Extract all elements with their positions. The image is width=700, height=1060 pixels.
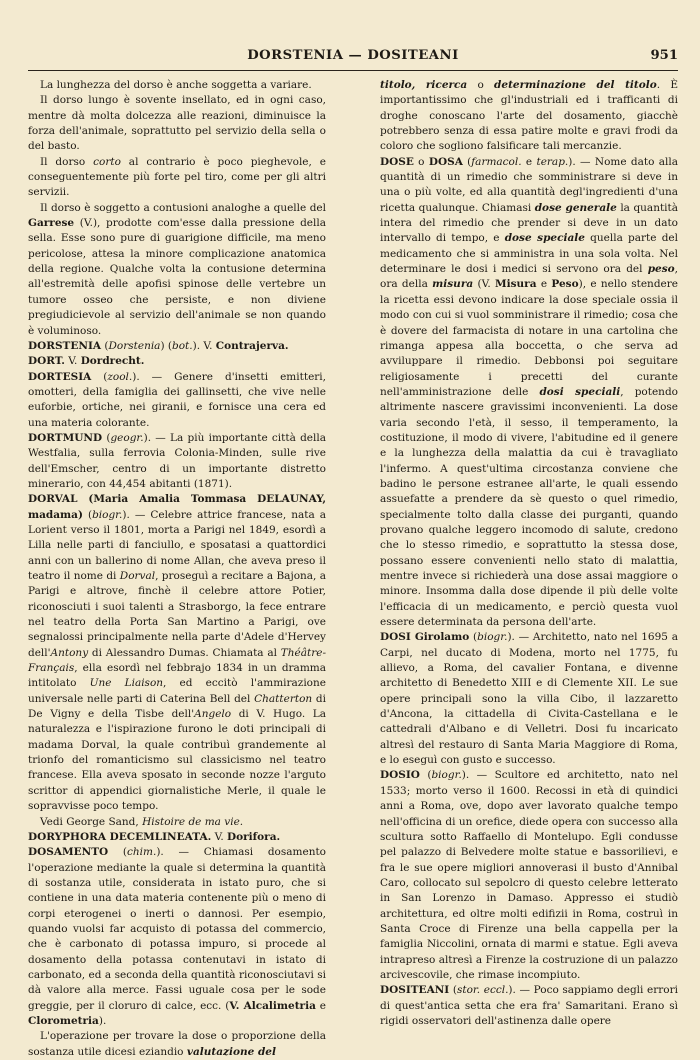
body-text: V. [211, 830, 228, 843]
italic-text: Angelo [194, 708, 232, 721]
body-text: ). — Celebre attrice francese, nata a Lorient verso il 1801, morta a Parigi nel 1849, esordì a Lilla nelle parti di fanciullo, e sposatasi a quattordici anni con un ballerino di nome Allan, che aveva preso il teatro il nome di [28, 508, 326, 582]
body-text: o [467, 79, 495, 91]
headword-text: DORYPHORA DECEMLINEATA. [28, 830, 212, 843]
italic-text: corto [93, 155, 121, 168]
body-text: ) ( [160, 339, 172, 352]
headword-text: titolo, ricerca [380, 79, 468, 91]
italic-text: biogr. [431, 769, 462, 782]
italic-text: stor. eccl. [456, 984, 509, 997]
body-text: ). — Chiamasi dosamento l'operazione mediante la quale si determina la quantità di sostanza utile, considerata in istato puro, che si contiene in una data materia contenente più o meno di corpi eterogenei o inerti o dannosi. Per esempio, quando vuolsi far acquisto di potassa del commercio, che è carbonato di potassa impuro, si procede al dosamento della potassa contenutavi in istato di carbonato, ed a seconda della quantità riconosciutavi si dà valore alla merce. Fassi uguale cosa per le sode greggie, per il cloruro di calce, ecc. ( [28, 846, 326, 1012]
entry-paragraph [28, 155, 326, 201]
headword-text: DOSITEANI [380, 984, 450, 997]
body-text: , potendo altrimente nascere gravissimi inconvenienti. La dose varia secondo l'età, il sesso, il temperamento, la costituzione, il modo di vivere, l'abitudine ed il genere e la lunghezza della malattia da cui è travagliato l'infermo. A quest'ultima circostanza conviene che badino le persone estranee all'arte, le quali essendo assuefatte a prendere da sè questo o quel rimedio, specialmente tolto dalla classe dei purganti, quando provano qualche leggero incomodo di salute, credono che lo stesso rimedio, e soprattutto la stessa dose, possano essere convenienti nello stato di malattia, mentre invece si richiederà una dose assai maggiore o minore. Insomma dalla dose dipende il più delle volte l'efficacia di un medicamento, e perciò questa vuol essere determinata da persona dell'arte. [380, 385, 678, 629]
right-column [380, 78, 679, 1027]
italic-text: bot. [171, 339, 193, 352]
body-text: , ed eccitò l'ammirazione universale nelle parti di Caterina Bell del [28, 677, 326, 705]
body-text: di De Vigny e della Tisbe dell' [28, 692, 326, 721]
entry-paragraph [28, 815, 326, 830]
body-text: al contrario è poco pieghevole, e conseguentemente più forte pel tiro, come per gli altri servizii. [28, 155, 326, 199]
body-text: e [521, 155, 537, 168]
headword-text: DORT. [28, 355, 65, 368]
dictionary-entry [380, 983, 678, 1029]
running-head: DORSTENIA — DOSITEANI [247, 48, 459, 63]
entry-paragraph [28, 201, 326, 339]
body-text: di Alessandro Dumas. Chiamata al [88, 646, 281, 659]
page-header [28, 48, 678, 71]
dictionary-entry [28, 370, 326, 431]
body-text: ( [82, 508, 93, 521]
body-text: ). [98, 1014, 107, 1027]
italic-text: Chatterton [254, 692, 313, 705]
headword-text: dose speciale [504, 232, 585, 245]
headword-text: Dorifora. [227, 830, 281, 843]
headword-text: determinazione del titolo [494, 79, 657, 91]
italic-text: chim. [127, 846, 157, 859]
italic-text: geogr. [110, 431, 144, 444]
dictionary-entry [28, 830, 326, 845]
body-text: L'operazione per trovare la dose o proporzione della sostanza utile dicesi eziandio [28, 1030, 326, 1058]
headword-text: Contrajerva. [215, 339, 289, 352]
body-text: Il dorso lungo è sovente insellato, ed in ogni caso, mentre dà molta dolcezza alle reazioni, diminuisce la forza dell'animale, soprattutto pel servizio della sella o del basto. [28, 94, 326, 153]
italic-text: biogr. [92, 508, 123, 521]
body-text: Il dorso [40, 155, 94, 168]
headword-text: Garrese [28, 217, 75, 230]
headword-text: Peso [551, 278, 579, 291]
italic-text: zool. [107, 370, 133, 383]
text-columns [28, 78, 679, 1058]
italic-text: Dorval [119, 570, 156, 582]
body-text: , ora della [380, 263, 678, 291]
body-text: ). — Architetto, nato nel 1695 a Carpi, nel ducato di Modena, morto nel 1775, fu allievo, a Roma, del cavalier Fontana, e divenne architetto di Benedetto XIII e di Clemente XII. Le sue opere principali sono la villa Cibo, il lazzaretto d'Ancona, la cittadella di Civita-Castellana e le cattedrali d'Albano e di Velletri. Dosi fu incaricato altresì del restauro di Santa Maria Maggiore di Roma, e lo eseguì con gusto e successo. [380, 631, 678, 767]
body-text: e [315, 999, 326, 1012]
body-text: , proseguì a recitare a Bajona, a Parigi e altrove, finchè il celebre attore Potier, riconosciuti i suoi talenti a Strasborgo, la fece entrare nel teatro della Porta San Martino a Parigi, ove segnalossi principalmente nella parte d'Adele d'Hervey dell' [28, 570, 327, 659]
body-text: Il dorso è soggetto a contusioni analoghe a quelle del [40, 201, 326, 214]
headword-text: DOSA [428, 155, 463, 168]
dictionary-entry [28, 339, 326, 354]
body-text: ). — Nome dato alla quantità di un rimedio che somministrare si deve in una o più volte, ed alla quantità degl'ingredienti d'una ricetta qualunque. Chiamasi [380, 155, 679, 214]
headword-text: DOSIO [380, 769, 420, 782]
body-text: ( [102, 431, 111, 444]
body-text: La lunghezza del dorso è anche soggetta a variare. [40, 79, 312, 91]
body-text: o [413, 155, 429, 168]
body-text: (V. [473, 278, 495, 291]
body-text: ( [108, 846, 128, 859]
dictionary-entry [380, 630, 678, 768]
dictionary-entry [28, 845, 326, 1029]
left-column [28, 78, 327, 1058]
body-text: (V.), prodotte com'esse dalla pressione della sella. Esse sono pure di guarigione difficile, ma meno pericolose, attesa la minore complicazione anatomica della regione. Qualche volta la contusione determina all'estremità delle apofisi spinose delle vertebre un tumore osseo che persiste, e non diviene pregiudicievole al servizio dell'animale se non quando è voluminoso. [28, 217, 326, 337]
body-text: e [536, 278, 552, 291]
body-text: ), e nello stendere la ricetta essi devono indicare la dose speciale ossia il modo con cui si vuol somministrare il rimedio; cosa che è dovere del farmacista di notare in una cartolina che rimanga appesa alla boccetta, o che serva ad avviluppare il rimedio. Debbonsi poi seguitare religiosamente i precetti del curante nell'amministrazione delle [380, 278, 678, 398]
headword-text: dosi speciali [539, 385, 621, 398]
italic-text: Théâtre-Français [28, 646, 326, 675]
body-text: ). — La più importante città della Westfalia, sulla ferrovia Colonia-Minden, sulle rive dell'Emscher, centro di un importante distretto minerario, con 44,454 abitanti (1871). [28, 431, 326, 490]
entry-paragraph [28, 93, 326, 154]
italic-text: biogr. [477, 631, 508, 644]
body-text: V. [64, 355, 81, 368]
body-text: ). V. [192, 339, 216, 352]
dictionary-entry [28, 354, 326, 369]
headword-text: DORTMUND [28, 431, 103, 444]
dictionary-entry [380, 768, 678, 983]
body-text: Vedi George Sand, [40, 815, 143, 828]
dictionary-entry [28, 431, 326, 492]
italic-text: farmacol. [471, 155, 522, 168]
body-text: ( [419, 769, 432, 782]
italic-text: Antony [50, 646, 89, 659]
body-text: ( [91, 370, 108, 383]
italic-text: terap. [536, 155, 569, 168]
headword-text: valutazione del [186, 1045, 276, 1058]
italic-text: Histoire de ma vie. [142, 815, 244, 828]
entry-paragraph [28, 78, 326, 93]
body-text: ( [449, 984, 457, 997]
body-text: di V. Hugo. La naturalezza e l'ispirazione furono le doti principali di madama Dorval, la quale contribuì grandemente al trionfo del romanticismo sul classicismo nel teatro francese. Ella aveva sposato in seconde nozze l'arguto scrittor di appendici giornalistiche Merle, il quale le sopravvisse poco tempo. [28, 708, 327, 813]
headword-text: misura [432, 278, 474, 291]
body-text: , ella esordì nel febbrajo 1834 in un dramma intitolato [28, 662, 326, 690]
dictionary-entry [380, 78, 678, 155]
body-text: la quantità intera del rimedio che prender si deve in un dato intervallo di tempo, e [380, 201, 679, 245]
body-text: ( [462, 155, 472, 168]
body-text: ( [469, 631, 478, 644]
headword-text: Dordrecht. [80, 355, 145, 368]
headword-text: DOSI Girolamo [380, 631, 470, 644]
headword-text: dose generale [534, 201, 617, 214]
dictionary-entry [28, 492, 326, 814]
dictionary-entry [380, 155, 678, 631]
headword-text: Clorometria [28, 1014, 99, 1027]
page-number: 951 [650, 48, 678, 63]
headword-text: peso [647, 263, 675, 276]
headword-text: DOSAMENTO [28, 846, 109, 859]
body-text: . È importantissimo che gl'industriali ed i trafficanti di droghe conoscano l'arte del dosamento, giacchè potrebbero senza di essa patire molte e gravi frodi da coloro che sogliono falsificare tali mercanzie. [380, 79, 679, 153]
headword-text: DORSTENIA [28, 339, 102, 352]
headword-text: Misura [495, 278, 537, 291]
entry-paragraph [28, 1029, 326, 1060]
body-text: quella parte del medicamento che si amministra in una sola volta. Nel determinare le dosi i medici si servono ora del [380, 232, 678, 276]
headword-text: DORTESIA [28, 370, 92, 383]
headword-text: DOSE [380, 155, 414, 168]
headword-text: DORVAL (Maria Amalia Tommasa DELAUNAY, madama) [28, 493, 326, 521]
body-text: ). — Scultore ed architetto, nato nel 1533; morto verso il 1600. Recossi in età di quindici anni a Roma, ove, dopo aver lavorato qualche tempo nell'officina di un orefice, diede opera con successo alla scultura sotto Raffaello di Montelupo. Egli condusse pel palazzo di Belvedere molte statue e bassorilievi, e fra le sue opere migliori annoverasi il busto d'Annibal Caro, collocato sul sepolcro di questo celebre letterato in San Lorenzo in Damaso. Appresso ei studiò architettura, ed oltre molti edifizii in Roma, costruì in Santa Croce di Firenze una bella cappella per la famiglia Niccolini, ornata di marmi e statue. Egli aveva intrapreso altresì a Firenze la costruzione di un palazzo arcivescovile, che rimase incompiuto. [380, 769, 678, 981]
body-text: ). — Poco sappiamo degli errori di quest'antica setta che era fra' Samaritani. Erano sì rigidi osservatori dell'astinenza dalle opere [380, 984, 678, 1027]
body-text: ( [101, 339, 109, 352]
body-text: ). — Genere d'insetti emitteri, omotteri, della famiglia dei gallinsetti, che vive nelle euforbie, ortiche, nei giranii, e fornisce una cera ed una materia colorante. [28, 370, 326, 429]
italic-text: Une Liaison [89, 677, 164, 690]
headword-text: V. Alcalimetria [229, 999, 316, 1012]
italic-text: Dorstenia [108, 339, 161, 352]
